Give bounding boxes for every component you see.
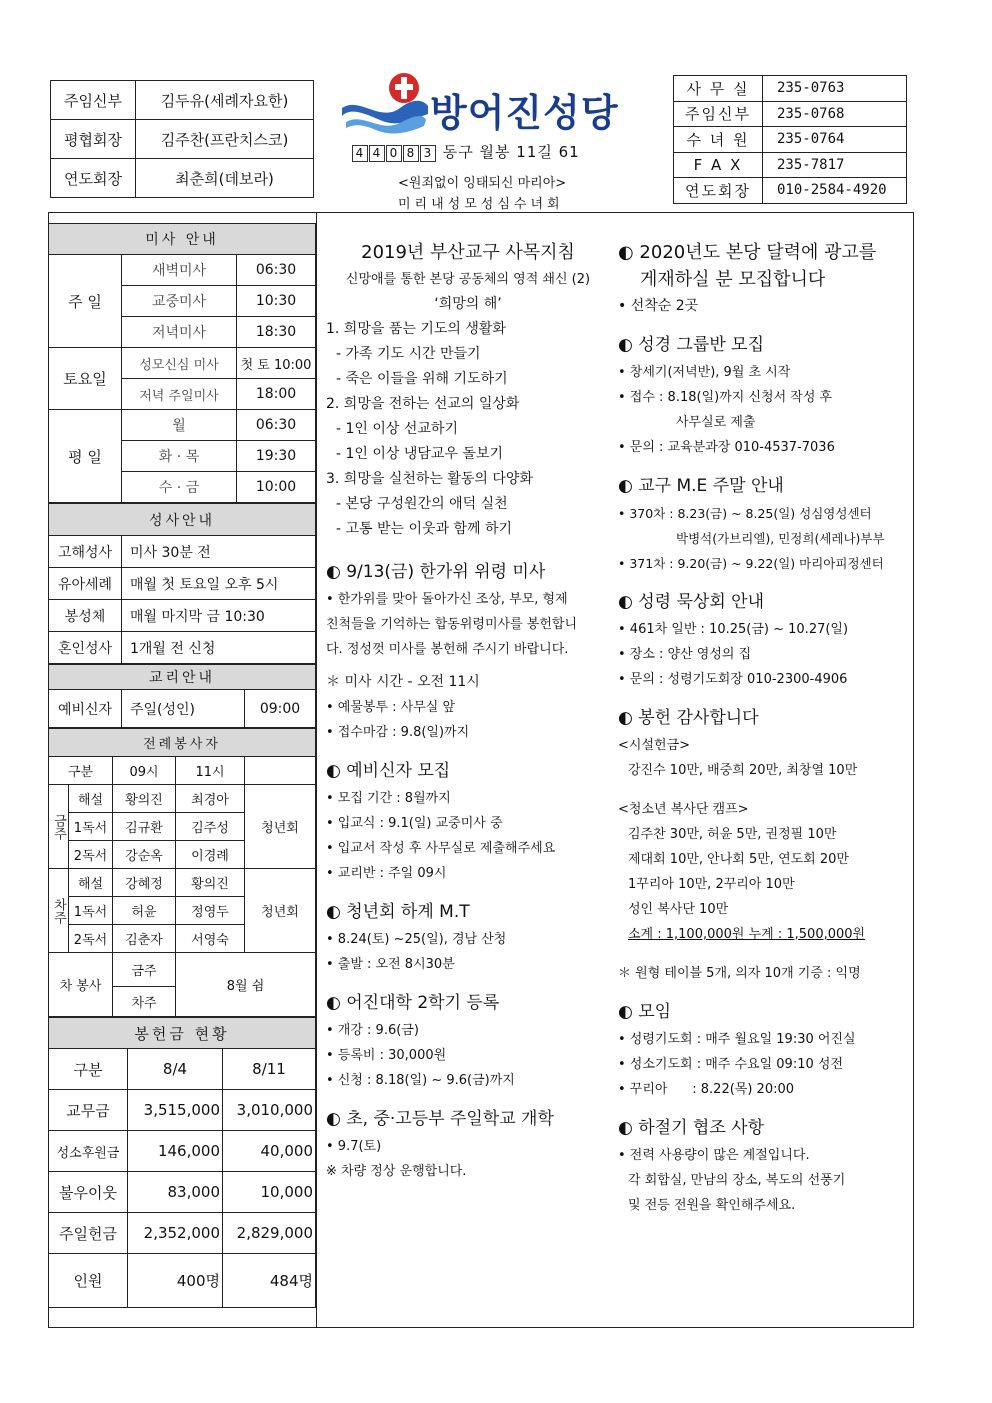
offering-key: 성소후원금 [49, 1131, 128, 1172]
server-name: 강순옥 [113, 841, 176, 869]
sacrament-key: 고해성사 [49, 536, 122, 568]
sacrament-value: 매월 마지막 금 10:30 [122, 600, 316, 632]
doctrine-value: 주일(성인) [122, 690, 245, 728]
chuseok-body: 다. 정성껏 미사를 봉헌해 주시기 바랍니다. [326, 642, 569, 657]
pastoral-theme: ‘희망의 해’ [434, 296, 502, 312]
offering-value: 3,515,000 [128, 1090, 223, 1131]
thanks-line: 1꾸리아 10만, 2꾸리아 10만 [628, 877, 795, 892]
offering-value: 83,000 [128, 1172, 223, 1213]
school-item: ※ 차량 정상 운행합니다. [326, 1164, 467, 1179]
catechumen-item: • 입교식 : 9.1(일) 교중미사 중 [326, 816, 503, 831]
offering-head: 8/4 [128, 1049, 223, 1090]
summer-item: 각 회합실, 만남의 장소, 복도의 선풍기 [628, 1173, 846, 1188]
summer-item: 및 전등 전원을 확인해주세요. [628, 1198, 796, 1213]
meeting-item: • 성령기도회 : 매주 월요일 19:30 어진실 [618, 1032, 856, 1047]
header-key: 주임신부 [51, 81, 136, 120]
bible-group-item: • 창세기(저녁반), 9월 초 시작 [618, 365, 791, 380]
catechumen-title: ◐ 예비신자 모집 [326, 761, 451, 781]
section-title: 성사안내 [49, 504, 316, 536]
pastoral-line: - 1인 이상 선교하기 [336, 421, 458, 437]
youth-mt-title: ◐ 청년회 하계 M.T [326, 902, 470, 922]
school-title: ◐ 초, 중·고등부 주일학교 개학 [326, 1109, 554, 1129]
offering-key: 교무금 [49, 1090, 128, 1131]
offering-key: 주일헌금 [49, 1213, 128, 1254]
calendar-ad-title: 게재하실 분 모집합니다 [640, 269, 826, 290]
spirit-retreat-item: • 461차 일반 : 10.25(금) ~ 10.27(일) [618, 622, 849, 637]
contact-key: 수 녀 원 [674, 127, 763, 153]
server-name: 허윤 [113, 897, 176, 925]
servers-col-head: 11시 [176, 757, 245, 785]
calendar-ad-title: ◐ 2020년도 본당 달력에 광고를 [618, 242, 877, 263]
section-title: 교리안내 [49, 665, 316, 690]
mass-name: 월 [122, 410, 237, 441]
server-name: 최경아 [176, 785, 245, 813]
thanks-line: 강진수 10만, 배중희 20만, 최창열 10만 [628, 763, 858, 778]
wave-cross-icon [340, 68, 430, 138]
offering-value: 3,010,000 [223, 1090, 316, 1131]
vehicle-value: 8월 쉼 [176, 953, 316, 1017]
thanks-note: ＊ 원형 테이블 5개, 의자 10개 기증 : 익명 [618, 966, 861, 981]
contact-key: 연도회장 [674, 178, 763, 204]
me-weekend-title: ◐ 교구 M.E 주말 안내 [618, 476, 784, 496]
postal-digit: 3 [420, 145, 436, 162]
pastoral-title: 2019년 부산교구 사목지침 [361, 242, 575, 263]
thanks-line: <시설헌금> [618, 738, 691, 753]
catechumen-item: • 입교서 작성 후 사무실로 제출해주세요 [326, 841, 556, 856]
servers-col-head: 09시 [113, 757, 176, 785]
doctrine-time: 09:00 [245, 690, 316, 728]
spirit-retreat-title: ◐ 성령 묵상회 안내 [618, 592, 764, 612]
header-value: 김주찬(프란치스코) [136, 120, 314, 159]
spirit-retreat-item: • 장소 : 양산 영성의 집 [618, 647, 752, 662]
servers-col-head: 구분 [49, 757, 113, 785]
mass-day-label: 평 일 [49, 410, 122, 503]
chuseok-body: • 한가위를 맞아 돌아가신 조상, 부모, 형제 [326, 592, 568, 607]
mass-name: 저녁 주일미사 [122, 379, 237, 410]
catechumen-item: • 모집 기간 : 8월까지 [326, 791, 451, 806]
me-weekend-item: 박병석(가브리엘), 민정희(세레나)부부 [676, 531, 885, 546]
mass-time: 10:00 [237, 472, 316, 503]
right-column [618, 240, 908, 1218]
college-item: • 등록비 : 30,000원 [326, 1048, 447, 1063]
header-contact-table [673, 75, 907, 204]
postal-digit: 8 [403, 145, 419, 162]
offering-key: 인원 [49, 1254, 128, 1308]
mass-time: 06:30 [237, 255, 316, 286]
contact-value: 235-7817 [763, 152, 907, 178]
offering-head: 8/11 [223, 1049, 316, 1090]
sacrament-key: 혼인성사 [49, 632, 122, 664]
mass-name: 교중미사 [122, 286, 237, 317]
offering-table [48, 1017, 316, 1308]
offering-value: 146,000 [128, 1131, 223, 1172]
youth-mt-item: • 8.24(토) ~25(일), 경남 산청 [326, 932, 507, 947]
pastoral-subtitle: 신망애를 통한 본당 공동체의 영적 쇄신 (2) [345, 272, 591, 287]
bible-group-title: ◐ 성경 그룹반 모집 [618, 335, 764, 355]
college-title: ◐ 어진대학 2학기 등록 [326, 993, 500, 1013]
section-title: 미사 안내 [49, 224, 316, 255]
bible-group-item: 사무실로 제출 [676, 415, 756, 430]
chuseok-item: • 접수마감 : 9.8(일)까지 [326, 725, 470, 740]
pastoral-line: 3. 희망을 실천하는 활동의 다양화 [326, 471, 533, 487]
server-name: 황의진 [113, 785, 176, 813]
offering-value: 2,352,000 [128, 1213, 223, 1254]
offering-value: 2,829,000 [223, 1213, 316, 1254]
chuseok-time: ＊ 미사 시간 - 오전 11시 [326, 674, 480, 690]
contact-value: 010-2584-4920 [763, 178, 907, 204]
mass-name: 저녁미사 [122, 317, 237, 348]
left-column [48, 223, 316, 1308]
server-role: 해설 [69, 869, 113, 897]
header-value: 김두유(세례자요한) [136, 81, 314, 120]
pastoral-line: - 본당 구성원간의 애덕 실천 [336, 496, 508, 512]
mass-name: 화 · 목 [122, 441, 237, 472]
server-group: 청년회 [245, 869, 316, 953]
thanks-line: 제대회 10만, 안나회 5만, 연도회 20만 [628, 852, 849, 867]
contact-key: 주임신부 [674, 101, 763, 127]
mass-schedule-table [48, 223, 316, 503]
server-name: 서영숙 [176, 925, 245, 953]
offering-key: 불우이웃 [49, 1172, 128, 1213]
catechumen-item: • 교리반 : 주일 09시 [326, 866, 447, 881]
sacrament-table [48, 503, 316, 664]
liturgy-servers-table [48, 728, 316, 1017]
vehicle-week: 금주 [113, 953, 176, 987]
header-left-table [50, 80, 314, 198]
church-name: 방어진성당 [430, 91, 619, 135]
spirit-retreat-item: • 문의 : 성령기도회장 010-2300-4906 [618, 672, 848, 687]
chuseok-body: 친척들을 기억하는 합동위령미사를 봉헌합니 [326, 617, 577, 632]
offering-value: 40,000 [223, 1131, 316, 1172]
thanks-title: ◐ 봉헌 감사합니다 [618, 708, 759, 728]
server-role: 2독서 [69, 925, 113, 953]
contact-key: F A X [674, 152, 763, 178]
pastoral-line: - 죽은 이들을 위해 기도하기 [336, 371, 508, 387]
school-item: • 9.7(토) [326, 1139, 382, 1154]
header-value: 최춘희(데보라) [136, 159, 314, 198]
mass-name: 성모신심 미사 [122, 348, 237, 379]
mass-time: 19:30 [237, 441, 316, 472]
church-motto: <원죄없이 잉태되신 마리아> [398, 176, 567, 191]
me-weekend-item: • 371차 : 9.20(금) ~ 9.22(일) 마리아피정센터 [618, 556, 884, 571]
mass-day-label: 토요일 [49, 348, 122, 410]
mass-time: 18:30 [237, 317, 316, 348]
thanks-total: 소계 : 1,100,000원 누계 : 1,500,000원 [628, 927, 866, 942]
server-role: 해설 [69, 785, 113, 813]
contact-value: 235-0763 [763, 76, 907, 102]
mass-time: 18:00 [237, 379, 316, 410]
doctrine-table [48, 664, 316, 728]
server-name: 김규환 [113, 813, 176, 841]
college-item: • 개강 : 9.6(금) [326, 1023, 419, 1038]
offering-value: 484명 [223, 1254, 316, 1308]
middle-column [326, 240, 610, 1184]
postal-digit: 0 [386, 145, 402, 162]
sacrament-value: 1개월 전 신청 [122, 632, 316, 664]
postal-digit: 4 [352, 145, 368, 162]
college-item: • 신청 : 8.18(일) ~ 9.6(금)까지 [326, 1073, 515, 1088]
server-name: 이경례 [176, 841, 245, 869]
pastoral-line: - 가족 기도 시간 만들기 [336, 346, 481, 362]
thanks-line: 성인 복사단 10만 [628, 902, 729, 917]
convent-name: 미리내성모성심수녀회 [398, 197, 564, 212]
mass-name: 새벽미사 [122, 255, 237, 286]
summer-item: • 전력 사용량이 많은 계절입니다. [618, 1148, 810, 1163]
section-title: 봉헌금 현황 [49, 1018, 316, 1049]
sacrament-key: 유아세례 [49, 568, 122, 600]
church-address [352, 141, 580, 162]
meeting-title: ◐ 모임 [618, 1002, 672, 1022]
server-name: 김주성 [176, 813, 245, 841]
server-role: 1독서 [69, 813, 113, 841]
doctrine-key: 예비신자 [49, 690, 122, 728]
header-key: 평협회장 [51, 120, 136, 159]
summer-title: ◐ 하절기 협조 사항 [618, 1118, 764, 1138]
meeting-item: • 꾸리아 : 8.22(목) 20:00 [618, 1082, 795, 1097]
postal-digit: 4 [369, 145, 385, 162]
thanks-line: 김주찬 30만, 허윤 5만, 권정필 10만 [628, 827, 837, 842]
server-name: 김춘자 [113, 925, 176, 953]
chuseok-title: ◐ 9/13(금) 한가위 위령 미사 [326, 562, 546, 582]
vehicle-week: 차주 [113, 987, 176, 1017]
me-weekend-item: • 370차 : 8.23(금) ~ 8.25(일) 성심영성센터 [618, 506, 872, 521]
sacrament-value: 매월 첫 토요일 오후 5시 [122, 568, 316, 600]
server-group: 청년회 [245, 785, 316, 869]
mass-time: 06:30 [237, 410, 316, 441]
pastoral-line: - 1인 이상 냉담교우 돌보기 [336, 446, 503, 462]
pastoral-line: 2. 희망을 전하는 선교의 일상화 [326, 396, 520, 412]
contact-value: 235-0768 [763, 101, 907, 127]
section-title: 전례봉사자 [49, 729, 316, 757]
week-label: 금주 [49, 785, 69, 869]
mass-time: 10:30 [237, 286, 316, 317]
server-name: 강혜정 [113, 869, 176, 897]
pastoral-line: 1. 희망을 품는 기도의 생활화 [326, 321, 506, 337]
contact-value: 235-0764 [763, 127, 907, 153]
offering-value: 400명 [128, 1254, 223, 1308]
sacrament-key: 봉성체 [49, 600, 122, 632]
server-role: 2독서 [69, 841, 113, 869]
pastoral-line: - 고통 받는 이웃과 함께 하기 [336, 521, 513, 537]
bible-group-item: • 문의 : 교육분과장 010-4537-7036 [618, 440, 835, 455]
server-name: 정영두 [176, 897, 245, 925]
server-role: 1독서 [69, 897, 113, 925]
sacrament-value: 미사 30분 전 [122, 536, 316, 568]
thanks-line: <청소년 복사단 캠프> [618, 802, 749, 817]
mass-day-label: 주 일 [49, 255, 122, 348]
thanks-spacer [618, 783, 908, 797]
offering-head: 구분 [49, 1049, 128, 1090]
address-text: 동구 월봉 11길 61 [442, 143, 580, 161]
bible-group-item: • 접수 : 8.18(일)까지 신청서 작성 후 [618, 390, 833, 405]
youth-mt-item: • 출발 : 오전 8시30분 [326, 957, 455, 972]
header-key: 연도회장 [51, 159, 136, 198]
meeting-item: • 성소기도회 : 매주 수요일 09:10 성전 [618, 1057, 844, 1072]
offering-value: 10,000 [223, 1172, 316, 1213]
contact-key: 사 무 실 [674, 76, 763, 102]
mass-time: 첫 토 10:00 [237, 348, 316, 379]
week-label: 차주 [49, 869, 69, 953]
calendar-ad-item: • 선착순 2곳 [618, 298, 699, 314]
server-name: 황의진 [176, 869, 245, 897]
chuseok-item: • 예물봉투 : 사무실 앞 [326, 700, 456, 715]
vehicle-label: 차 봉사 [49, 953, 113, 1017]
mass-name: 수 · 금 [122, 472, 237, 503]
column-divider [316, 212, 317, 1328]
